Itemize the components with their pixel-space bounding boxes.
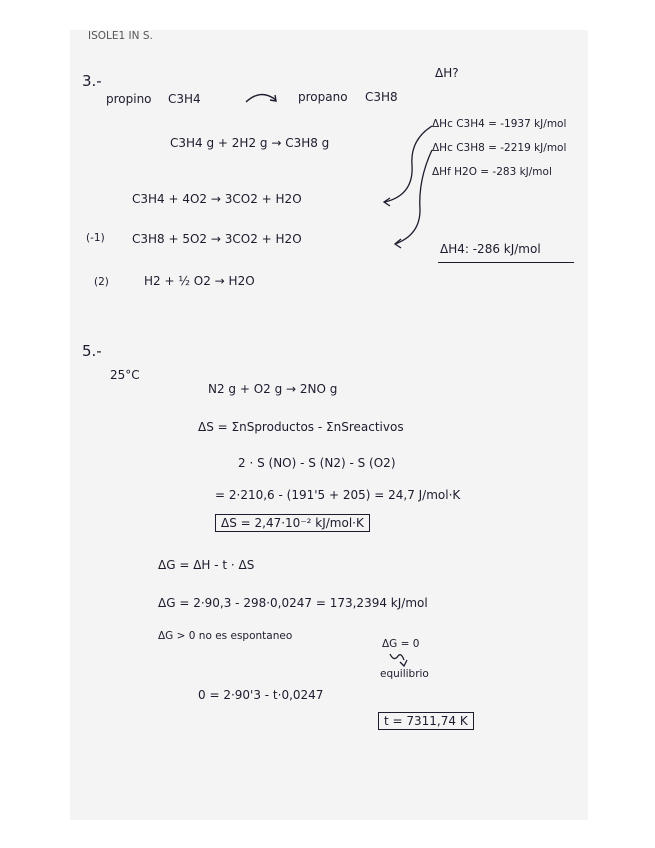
gibbs-calculation: ΔG = 2·90,3 - 298·0,0247 = 173,2394 kJ/mol — [158, 596, 428, 610]
cut-header-text: ISOLE1 IN S. — [88, 30, 153, 42]
gibbs-conclusion: ΔG > 0 no es espontaneo — [158, 630, 293, 642]
enthalpy-data-3: ΔHf H2O = -283 kJ/mol — [432, 166, 552, 178]
problem-3-number: 3.- — [82, 72, 102, 90]
notebook-page — [70, 30, 588, 820]
problem-5-number: 5.- — [82, 342, 102, 360]
water-factor: (2) — [94, 276, 109, 288]
product-name: propano — [298, 90, 348, 104]
water-reaction: H2 + ½ O2 → H2O — [144, 274, 255, 288]
connector-arrows-icon — [70, 30, 588, 330]
entropy-definition: ΔS = ΣnSproductos - ΣnSreactivos — [198, 420, 404, 434]
main-reaction: C3H4 g + 2H2 g → C3H8 g — [170, 136, 330, 150]
combustion-reaction-1: C3H4 + 4O2 → 3CO2 + H2O — [132, 192, 302, 206]
delta-h-question: ΔH? — [435, 66, 459, 80]
entropy-calculation: = 2·210,6 - (191'5 + 205) = 24,7 J/mol·K — [215, 488, 461, 502]
product-formula: C3H8 — [365, 90, 398, 104]
equilibrium-equation: 0 = 2·90'3 - t·0,0247 — [198, 688, 324, 702]
gibbs-formula: ΔG = ΔH - t · ΔS — [158, 558, 255, 572]
entropy-result: ΔS = 2,47·10⁻² kJ/mol·K — [215, 514, 370, 532]
entropy-expression: 2 · S (NO) - S (N2) - S (O2) — [238, 456, 396, 470]
reaction-5: N2 g + O2 g → 2NO g — [208, 382, 338, 396]
delta-h-result: ΔH4: -286 kJ/mol — [440, 242, 541, 256]
equilibrium-label: equilibrio — [380, 668, 429, 680]
reactant-name: propino — [106, 92, 152, 106]
combustion-2-factor: (-1) — [86, 232, 105, 244]
temperature-result: t = 7311,74 K — [378, 712, 474, 730]
equilibrium-condition: ΔG = 0 — [382, 638, 420, 650]
enthalpy-data-1: ΔHc C3H4 = -1937 kJ/mol — [432, 118, 567, 130]
temperature: 25°C — [110, 368, 140, 382]
reactant-formula: C3H4 — [168, 92, 201, 106]
combustion-reaction-2: C3H8 + 5O2 → 3CO2 + H2O — [132, 232, 302, 246]
enthalpy-data-2: ΔHc C3H8 = -2219 kJ/mol — [432, 142, 567, 154]
